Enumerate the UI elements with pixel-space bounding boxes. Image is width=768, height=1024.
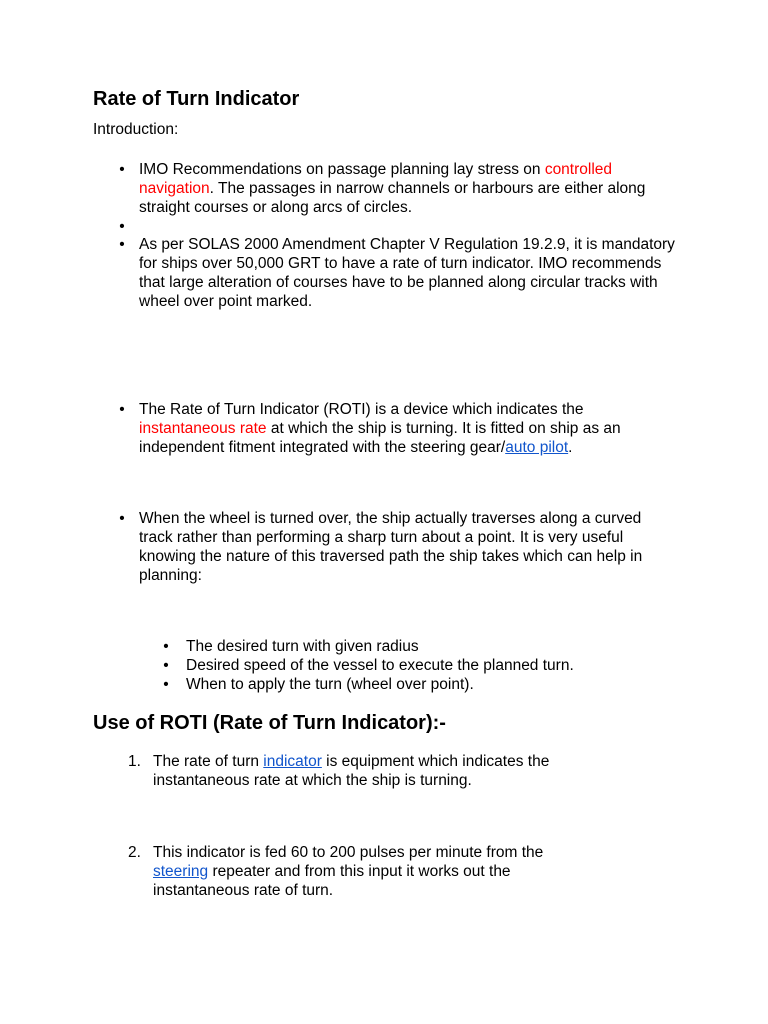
numbered-item	[128, 843, 593, 900]
indicator-link[interactable]: indicator	[263, 753, 322, 770]
bullet-text: .	[568, 439, 573, 456]
auto-pilot-link[interactable]: auto pilot	[505, 439, 569, 456]
sub-bullet-text: When to apply the turn (wheel over point).	[186, 676, 474, 693]
sub-bullet-item	[163, 675, 706, 694]
bullet-dot: •	[119, 510, 125, 527]
steering-link[interactable]: steering	[153, 863, 209, 880]
bullet-text: . The passages in narrow channels or harbours are either along straight courses or along arcs of circles.	[139, 180, 646, 216]
page-title: Rate of Turn Indicator	[93, 88, 300, 110]
bullet-text: The Rate of Turn Indicator (ROTI) is a device which indicates the	[139, 401, 584, 418]
item-text: is equipment which indicates the instantaneous rate at which the ship is turning.	[153, 753, 550, 789]
bullet-dot: •	[119, 401, 125, 418]
sub-bullet-text: Desired speed of the vessel to execute the planned turn.	[186, 657, 574, 674]
bullet-dot: •	[119, 161, 125, 178]
bullet-item	[119, 160, 684, 217]
item-number: 1.	[128, 753, 141, 770]
bullet-dot: •	[119, 236, 125, 253]
bullet-dot: •	[163, 638, 169, 655]
bullet-text: As per SOLAS 2000 Amendment Chapter V Regulation 19.2.9, it is mandatory for ships over 50,000 GRT to have a rate of turn indicator. IMO recommends that large alteration of courses have to be planned along circular tracks with wheel over point marked.	[139, 236, 675, 310]
highlight-text: controlled navigation	[139, 161, 613, 197]
bullet-dot: •	[119, 218, 125, 235]
bullet-text: IMO Recommendations on passage planning lay stress on	[139, 161, 545, 178]
item-text: This indicator is fed 60 to 200 pulses per minute from the	[153, 844, 544, 861]
item-text: repeater and from this input it works out the instantaneous rate of turn.	[153, 863, 511, 899]
bullet-item	[119, 235, 684, 311]
bullet-text: at which the ship is turning. It is fitted on ship as an independent fitment integrated with the steering gear/	[139, 420, 621, 456]
sub-bullet-text: The desired turn with given radius	[186, 638, 419, 655]
bullet-item	[119, 509, 669, 585]
intro-label: Introduction:	[93, 121, 179, 138]
highlight-text: instantaneous rate	[139, 420, 267, 437]
section-heading: Use of ROTI (Rate of Turn Indicator):-	[93, 712, 446, 734]
bullet-dot: •	[163, 657, 169, 674]
bullet-text: When the wheel is turned over, the ship actually traverses along a curved track rather than performing a sharp turn about a point. It is very useful knowing the nature of this traversed path the ship takes which can help in planning:	[139, 510, 643, 584]
bullet-dot: •	[163, 676, 169, 693]
sub-bullet-item	[163, 637, 706, 656]
item-text: The rate of turn	[153, 753, 264, 770]
item-number: 2.	[128, 844, 141, 861]
numbered-item	[128, 752, 623, 790]
sub-bullet-item	[163, 656, 706, 675]
bullet-item	[119, 400, 669, 457]
